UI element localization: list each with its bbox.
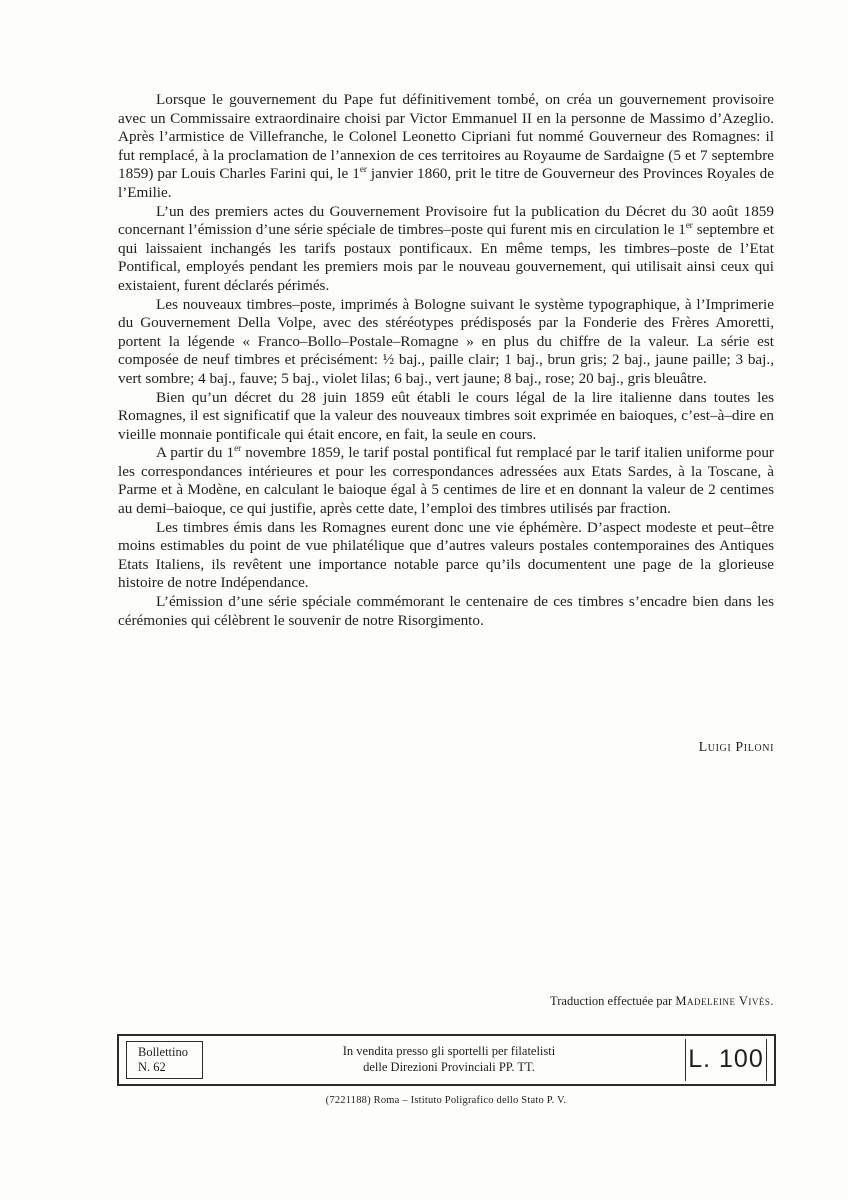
paragraph-6: Les timbres émis dans les Romagnes eurent donc une vie éphémère. D’aspect modeste et peut–être moins estimables du point de vue philatélique que d’autres valeurs postales contemporaines des Antiques Etats Italiens, ils revêtent une importance notable parce qu’ils documentent une page de la glorieuse histoire de notre Indépendance. <box>118 518 774 592</box>
sale-line-2: delle Direzioni Provinciali PP. TT. <box>363 1060 535 1074</box>
sale-info-box <box>117 1034 776 1086</box>
paragraph-2: L’un des premiers actes du Gouvernement Provisoire fut la publication du Décret du 30 août 1859 concernant l’émission d’une série spéciale de timbres–poste qui furent mis en circulation le 1er septembre et qui laissaient inchangés les tarifs postaux pontificaux. En même temps, les timbres–poste de l’Etat Pontifical, employés pendant les premiers mois par le nouveau gouvernement, qui utilisait ainsi ceux qui existaient, furent déclarés périmés. <box>118 202 774 294</box>
article-body <box>118 91 774 630</box>
bulletin-label: Bollettino <box>138 1045 188 1059</box>
author-signature: Luigi Piloni <box>698 740 774 755</box>
superscript: er <box>685 220 693 231</box>
paragraph-5: A partir du 1er novembre 1859, le tarif postal pontifical fut remplacé par le tarif italien uniforme pour les correspondances intérieures et pour les correspondances adressées aux Etats Sardes, à la Toscane, à Parme et à Modène, en calculant le baioque égal à 5 centimes de lire et en donnant la valeur de 2 centimes au demi–baioque, ce qui justifie, après cette date, l’emploi des timbres utilisés par fraction. <box>118 443 774 518</box>
paragraph-7: L’émission d’une série spéciale commémorant le centenaire de ces timbres s’encadre bien dans les cérémonies qui célèbrent le souvenir de notre Risorgimento. <box>118 593 774 629</box>
sale-line-1: In vendita presso gli sportelli per filatelisti <box>342 1044 556 1058</box>
bulletin-number: N. 62 <box>138 1060 166 1074</box>
paragraph-4: Bien qu’un décret du 28 juin 1859 eût établi le cours légal de la lire italienne dans toutes les Romagnes, il est significatif que la valeur des nouveaux timbres soit exprimée en baioques, c’est–à–dire en vieille monnaie pontificale qui était encore, en fait, la seule en cours. <box>118 388 774 443</box>
translator-name: Madeleine Vivès. <box>675 994 774 1008</box>
superscript: er <box>359 164 367 175</box>
paragraph-3: Les nouveaux timbres–poste, imprimés à Bologne suivant le système typographique, à l’Imprimerie du Gouvernement Della Volpe, avec des stéréotypes prédisposés par la Fonderie des Frères Amoretti, portent la légende « Franco–Bollo–Postale–Romagne » en plus du chiffre de la valeur. La série est composée de neuf timbres et précisément: ½ baj., paille clair; 1 baj., brun gris; 2 baj., jaune paille; 3 baj., vert sombre; 4 baj., fauve; 5 baj., violet lilas; 6 baj., vert jaune; 8 baj., rose; 20 baj., gris bleuâtre. <box>118 295 774 387</box>
sale-notice <box>239 1043 659 1075</box>
price-label: L. 100 <box>685 1039 767 1081</box>
printer-imprint: (7221188) Roma – Istituto Poligrafico dello Stato P. V. <box>325 1095 567 1106</box>
translation-label: Traduction effectuée par <box>550 994 673 1008</box>
translation-credit <box>420 994 774 1009</box>
superscript: er <box>234 443 242 454</box>
paragraph-1: Lorsque le gouvernement du Pape fut définitivement tombé, on créa un gouvernement provisoire avec un Commissaire extraordinaire choisi par Victor Emmanuel II en la personne de Massimo d’Azeglio. Après l’armistice de Villefranche, le Colonel Leonetto Cipriani fut nommé Gouverneur des Romagnes: il fut remplacé, à la proclamation de l’annexion de ces territoires au Royaume de Sardaigne (5 et 7 septembre 1859) par Louis Charles Farini qui, le 1er janvier 1860, prit le titre de Gouverneur des Provinces Royales de l’Emilie. <box>118 91 774 201</box>
bulletin-number-box <box>126 1041 203 1079</box>
